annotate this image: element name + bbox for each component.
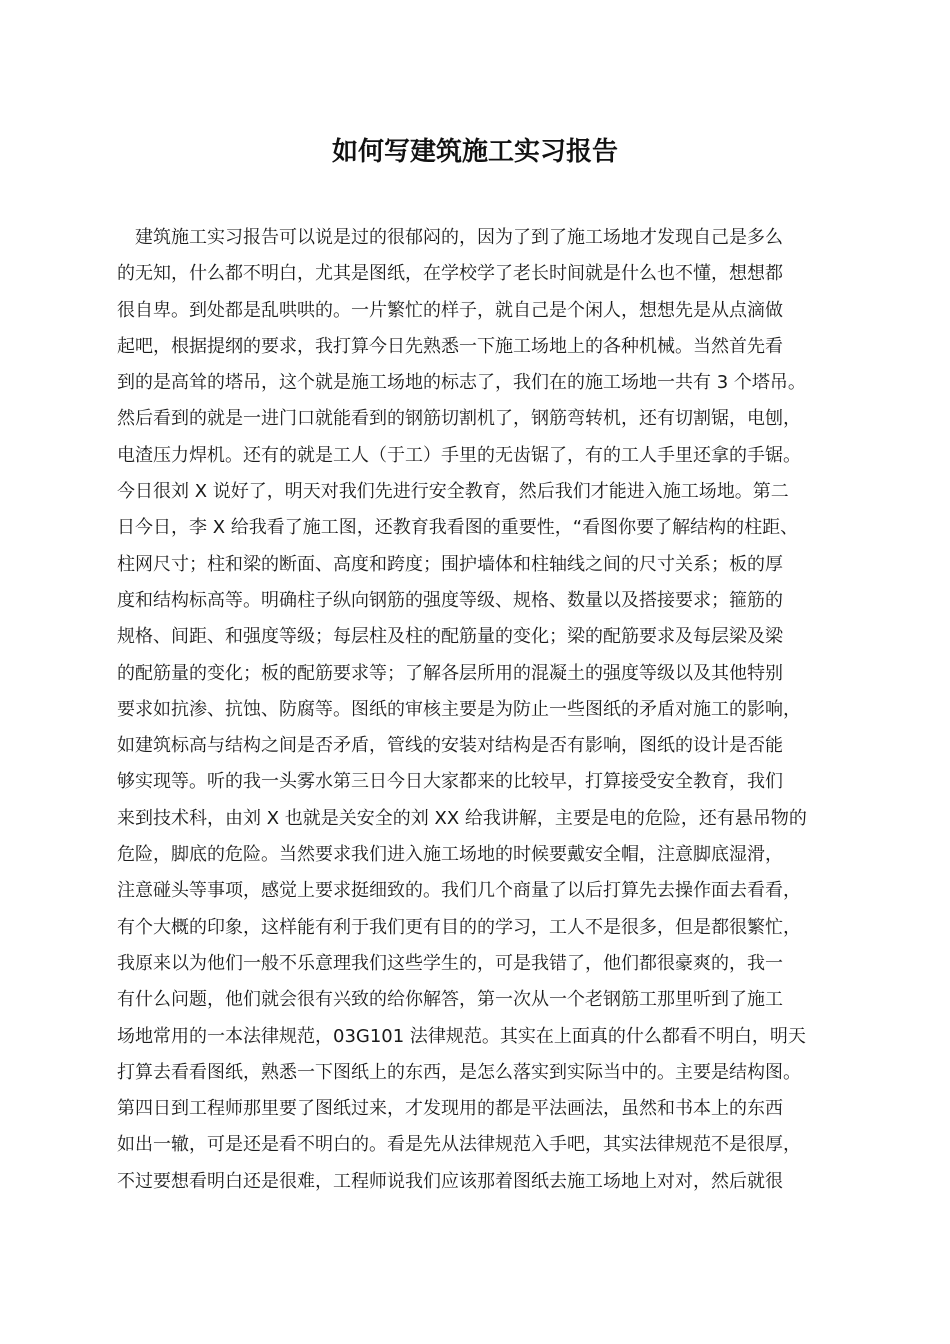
body-text-line: 建筑施工实习报告可以说是过的很郁闷的，因为了到了施工场地才发现自己是多么 — [135, 227, 783, 248]
document-body — [117, 220, 850, 1200]
body-text-line: 我原来以为他们一般不乐意理我们这些学生的，可是我错了，他们都很豪爽的，我一 — [117, 952, 783, 974]
body-text-line: 今日很刘 X 说好了，明天对我们先进行安全教育，然后我们才能进入施工场地。第二 — [117, 481, 789, 503]
body-text-line: 如出一辙，可是还是看不明白的。看是先从法律规范入手吧，其实法律规范不是很厚， — [117, 1134, 801, 1156]
body-text-line: 的无知，什么都不明白，尤其是图纸，在学校学了老长时间就是什么也不懂，想想都 — [117, 263, 783, 285]
body-text-line: 日今日，李 X 给我看了施工图，还教育我看图的重要性，“看图你要了解结构的柱距、 — [117, 517, 799, 539]
document-title: 如何写建筑施工实习报告 — [331, 137, 618, 167]
body-text-line: 度和结构标高等。明确柱子纵向钢筋的强度等级、规格、数量以及搭接要求；箍筋的 — [117, 589, 783, 611]
body-text-line: 电渣压力焊机。还有的就是工人（于工）手里的无齿锯了，有的工人手里还拿的手锯。 — [117, 444, 801, 466]
body-text-line: 打算去看看图纸，熟悉一下图纸上的东西，是怎么落实到实际当中的。主要是结构图。 — [117, 1061, 801, 1083]
body-text-line: 到的是高耸的塔吊，这个就是施工场地的标志了，我们在的施工场地一共有 3 个塔吊。 — [117, 372, 806, 394]
body-text-line: 注意碰头等事项，感觉上要求挺细致的。我们几个商量了以后打算先去操作面去看看， — [117, 880, 801, 902]
body-text-line: 有什么问题，他们就会很有兴致的给你解答，第一次从一个老钢筋工那里听到了施工 — [117, 989, 783, 1011]
body-text-line: 起吧，根据提纲的要求，我打算今日先熟悉一下施工场地上的各种机械。当然首先看 — [117, 335, 783, 357]
body-text-line: 来到技术科，由刘 X 也就是关安全的刘 XX 给我讲解，主要是电的危险，还有悬吊物的 — [117, 807, 807, 829]
body-text-line: 柱网尺寸；柱和梁的断面、高度和跨度；围护墙体和柱轴线之间的尺寸关系；板的厚 — [117, 553, 783, 575]
body-text-line: 要求如抗渗、抗蚀、防腐等。图纸的审核主要是为防止一些图纸的矛盾对施工的影响， — [117, 698, 801, 720]
body-text-line: 的配筋量的变化；板的配筋要求等；了解各层所用的混凝土的强度等级以及其他特别 — [117, 662, 783, 684]
body-text-line: 很自卑。到处都是乱哄哄的。一片繁忙的样子，就自己是个闲人，想想先是从点滴做 — [117, 299, 783, 321]
body-text-line: 第四日到工程师那里要了图纸过来，才发现用的都是平法画法，虽然和书本上的东西 — [117, 1098, 783, 1120]
body-text-line: 如建筑标高与结构之间是否矛盾，管线的安装对结构是否有影响，图纸的设计是否能 — [117, 735, 783, 757]
body-text-line: 危险，脚底的危险。当然要求我们进入施工场地的时候要戴安全帽，注意脚底湿滑， — [117, 844, 783, 866]
body-text-line: 够实现等。听的我一头雾水第三日今日大家都来的比较早，打算接受安全教育，我们 — [117, 771, 783, 793]
body-text-line: 然后看到的就是一进门口就能看到的钢筋切割机了，钢筋弯转机，还有切割锯，电刨， — [117, 408, 801, 430]
body-text-line: 规格、间距、和强度等级；每层柱及柱的配筋量的变化；梁的配筋要求及每层梁及梁 — [117, 626, 783, 648]
body-text-line: 场地常用的一本法律规范，03G101 法律规范。其实在上面真的什么都看不明白，明天 — [117, 1025, 806, 1047]
body-text-line: 有个大概的印象，这样能有利于我们更有目的的学习，工人不是很多，但是都很繁忙， — [117, 916, 801, 938]
body-text-line: 不过要想看明白还是很难，工程师说我们应该那着图纸去施工场地上对对，然后就很 — [117, 1170, 783, 1192]
